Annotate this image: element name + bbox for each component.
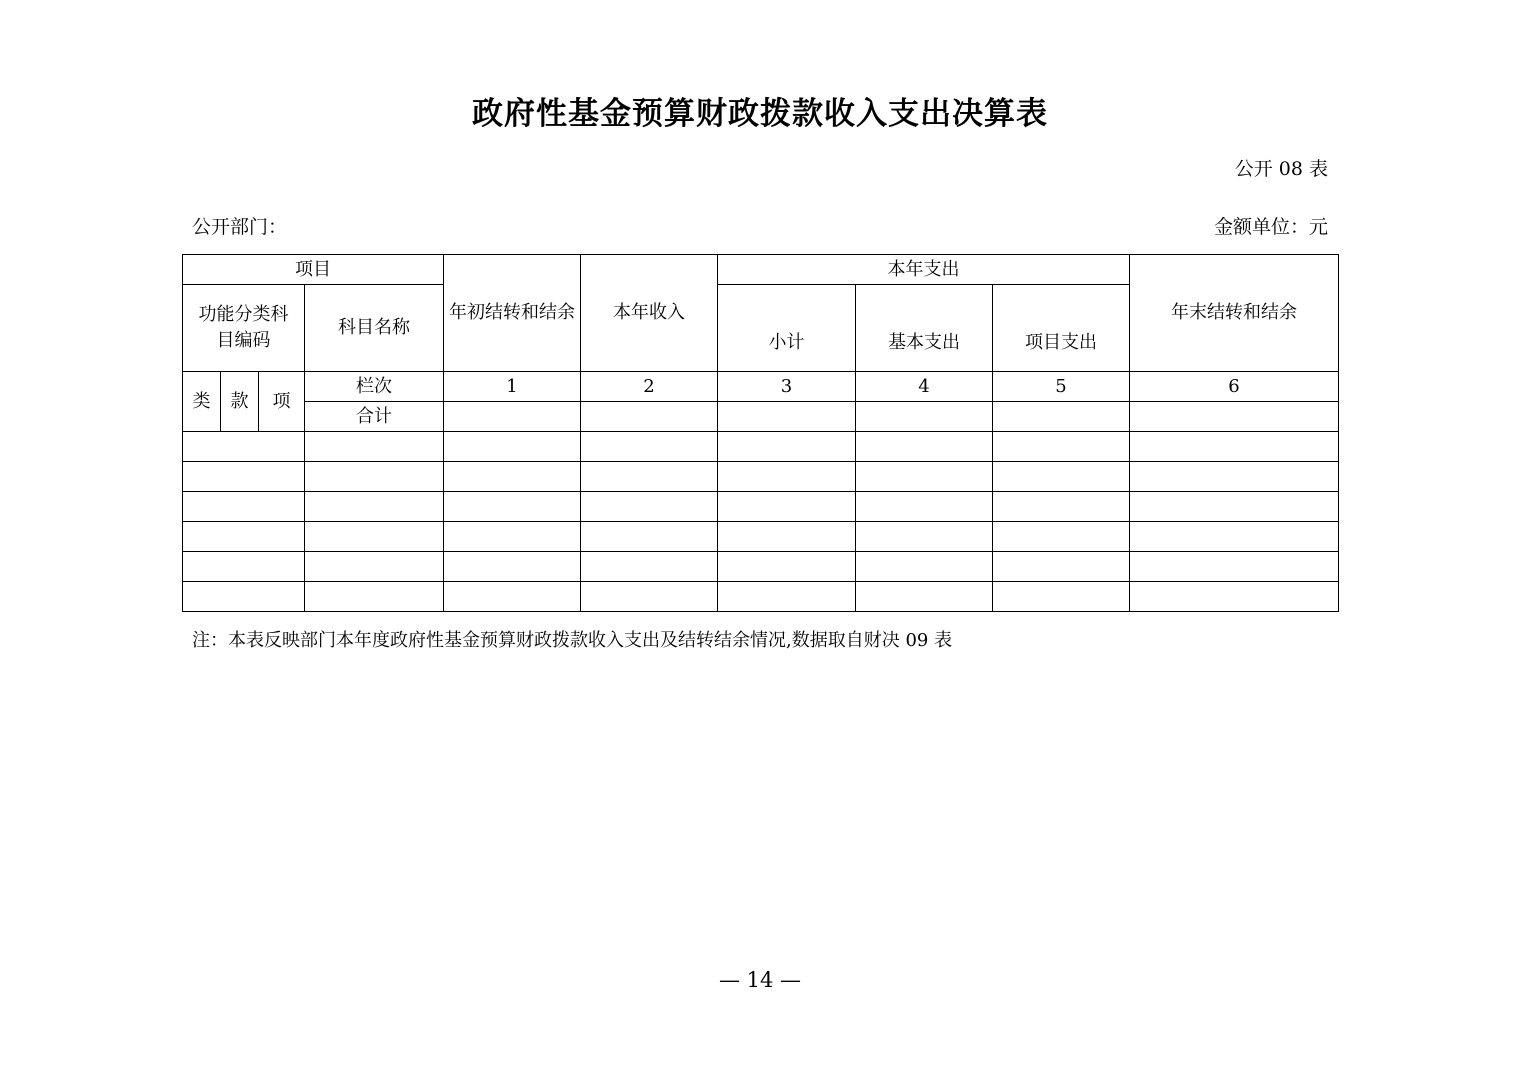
column-number: 3 [718,372,856,402]
table-row [183,492,1339,522]
department-label: 公开部门： [192,216,288,238]
header-lei: 类 [183,372,221,432]
header-func-code: 功能分类科目编码 [183,285,305,372]
table-row [183,462,1339,492]
table-row [183,582,1339,612]
header-basic-expense: 基本支出 [856,285,993,372]
header-subtotal: 小计 [718,285,856,372]
page-title: 政府性基金预算财政拨款收入支出决算表 [472,96,1048,132]
header-subject-name: 科目名称 [305,285,444,372]
table-cell [856,402,993,432]
header-project-expense: 项目支出 [993,285,1130,372]
column-number: 5 [993,372,1130,402]
header-project: 项目 [183,255,444,285]
table-cell [581,402,718,432]
page-number: — 14 — [718,968,802,992]
column-seq-label: 栏次 [305,372,444,402]
column-number: 1 [444,372,581,402]
table-note: 注：本表反映部门本年度政府性基金预算财政拨款收入支出及结转结余情况,数据取自财决 09 表 [192,630,953,651]
form-number: 公开 08 表 [1234,158,1328,180]
header-end-balance: 年末结转和结余 [1130,255,1339,372]
header-expense: 本年支出 [718,255,1130,285]
table-cell [444,402,581,432]
column-number: 6 [1130,372,1339,402]
column-number: 2 [581,372,718,402]
budget-table [182,254,1339,612]
header-kuan: 款 [221,372,259,432]
header-income: 本年收入 [581,255,718,372]
table-row [183,432,1339,462]
table-cell [1130,402,1339,432]
table-cell [993,402,1130,432]
column-number: 4 [856,372,993,402]
table-row [183,552,1339,582]
header-begin-balance: 年初结转和结余 [444,255,581,372]
header-xiang: 项 [259,372,305,432]
total-label: 合计 [305,402,444,432]
table-row [183,522,1339,552]
table-cell [718,402,856,432]
amount-unit-label: 金额单位：元 [1213,216,1328,238]
